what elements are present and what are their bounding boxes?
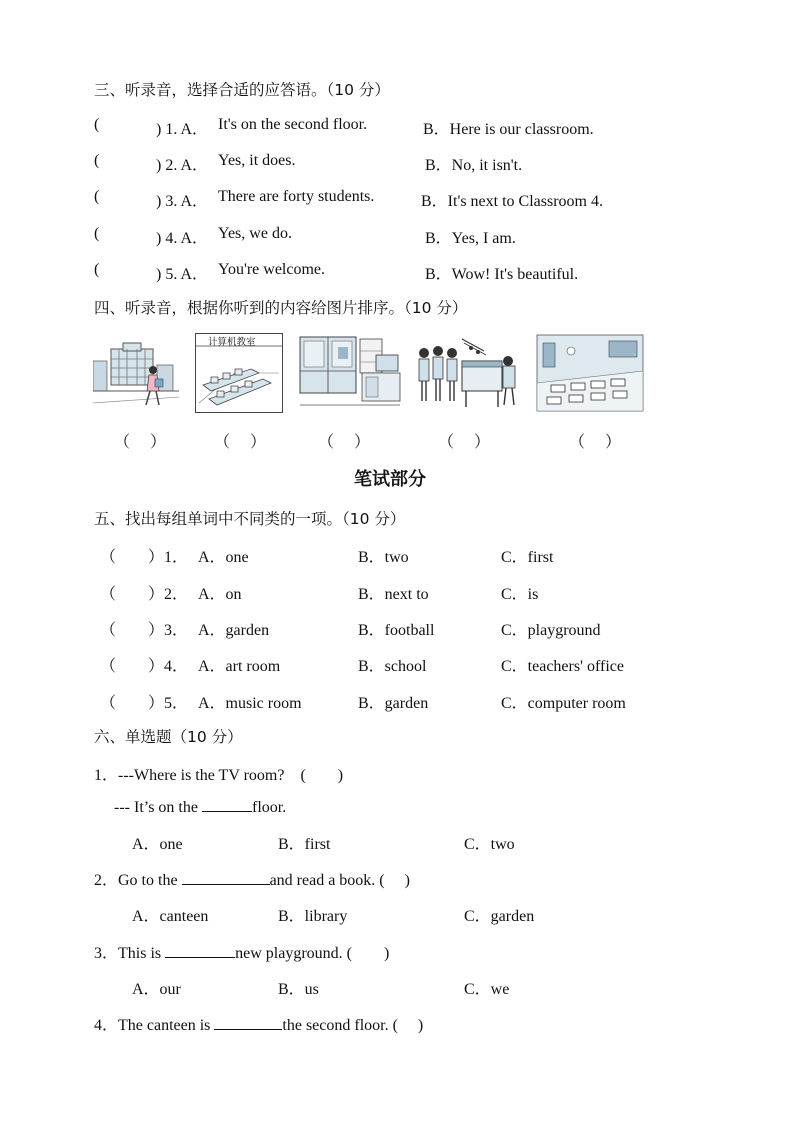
question-number: ) 2. A．: [156, 157, 209, 174]
option-a: A．one: [198, 549, 249, 566]
option-a: It's on the second floor.: [218, 116, 368, 133]
school-building-icon: [93, 333, 179, 413]
answer-prefix: --- It’s on the: [114, 799, 202, 816]
question-stem: [94, 867, 410, 890]
answer-open-paren[interactable]: (: [94, 225, 100, 242]
option-c: C．we: [464, 981, 510, 998]
option-a: A．garden: [198, 622, 270, 639]
written-part-title: 笔试部分: [354, 469, 426, 490]
answer-open-paren[interactable]: (: [94, 261, 100, 278]
option-b: B．school: [358, 658, 427, 675]
question-stem: [94, 1012, 423, 1035]
answer-open-paren[interactable]: (: [94, 152, 100, 169]
option-b: B．first: [278, 836, 331, 853]
option-b: B．It's next to Classroom 4.: [421, 193, 603, 210]
option-c: C．is: [501, 586, 539, 603]
classroom-icon: [535, 333, 645, 413]
stem-prefix: 3．This is: [94, 945, 166, 962]
fill-blank[interactable]: [214, 1015, 282, 1030]
option-a: You're welcome.: [218, 261, 326, 278]
section-6-title: 六、单选题（10 分）: [94, 728, 243, 746]
question-number: ) 4. A．: [156, 230, 209, 247]
computer-room-sign: 计算机教室: [208, 337, 256, 348]
question-number: ) 5. A．: [156, 266, 209, 283]
fill-blank[interactable]: [202, 797, 252, 812]
option-c: C．teachers' office: [501, 658, 624, 675]
question-number: （ ）4．: [100, 658, 189, 675]
question-number: （ ）2．: [100, 586, 189, 603]
option-c: C．two: [464, 836, 515, 853]
option-a: A．music room: [198, 695, 302, 712]
stem-prefix: 2．Go to the: [94, 872, 182, 889]
stem-suffix: the second floor. ( ): [282, 1017, 424, 1034]
order-bracket-2[interactable]: （ ）: [214, 434, 267, 451]
option-b: B．Yes, I am.: [425, 230, 516, 247]
office-cabinet-icon: [298, 333, 402, 413]
option-b: B．Here is our classroom.: [423, 121, 594, 138]
stem-suffix: and read a book. ( ): [269, 872, 410, 889]
computer-room-icon: [195, 333, 283, 413]
fill-blank[interactable]: [165, 943, 235, 958]
question-stem: 1．---Where is the TV room? ( ): [94, 767, 344, 784]
option-b: B．two: [358, 549, 409, 566]
option-c: C．garden: [464, 908, 535, 925]
question-number: ) 1. A．: [156, 121, 209, 138]
music-room-icon: [416, 333, 524, 413]
question-number: （ ）1．: [100, 549, 189, 566]
fill-blank[interactable]: [182, 870, 270, 885]
option-b: B．library: [278, 908, 348, 925]
option-a: A．canteen: [132, 908, 209, 925]
question-stem: [94, 940, 389, 963]
option-a: There are forty students.: [218, 188, 375, 205]
stem-prefix: 4．The canteen is: [94, 1017, 215, 1034]
option-b: B．Wow! It's beautiful.: [425, 266, 579, 283]
answer-open-paren[interactable]: (: [94, 188, 100, 205]
option-a: Yes, we do.: [218, 225, 292, 242]
option-a: A．art room: [198, 658, 281, 675]
order-bracket-1[interactable]: （ ）: [114, 434, 167, 451]
answer-line: [114, 797, 286, 817]
option-a: Yes, it does.: [218, 152, 296, 169]
order-bracket-4[interactable]: （ ）: [438, 434, 491, 451]
option-b: B．No, it isn't.: [425, 157, 523, 174]
option-a: A．our: [132, 981, 181, 998]
order-bracket-3[interactable]: （ ）: [318, 434, 371, 451]
order-bracket-5[interactable]: （ ）: [569, 434, 622, 451]
stem-suffix: new playground. ( ): [235, 945, 390, 962]
option-a: A．one: [132, 836, 183, 853]
option-b: B．next to: [358, 586, 429, 603]
section-3-title: 三、听录音，选择合适的应答语。（10 分）: [94, 81, 390, 99]
question-number: ) 3. A．: [156, 193, 209, 210]
option-b: B．us: [278, 981, 319, 998]
question-number: （ ）3．: [100, 622, 189, 639]
answer-open-paren[interactable]: (: [94, 116, 100, 133]
answer-suffix: floor.: [251, 799, 287, 816]
section-4-title: 四、听录音，根据你听到的内容给图片排序。（10 分）: [94, 299, 468, 317]
option-c: C．first: [501, 549, 554, 566]
option-b: B．football: [358, 622, 435, 639]
option-c: C．computer room: [501, 695, 626, 712]
option-a: A．on: [198, 586, 242, 603]
option-c: C．playground: [501, 622, 601, 639]
section-5-title: 五、找出每组单词中不同类的一项。（10 分）: [94, 510, 406, 528]
option-b: B．garden: [358, 695, 429, 712]
question-number: （ ）5．: [100, 695, 189, 712]
